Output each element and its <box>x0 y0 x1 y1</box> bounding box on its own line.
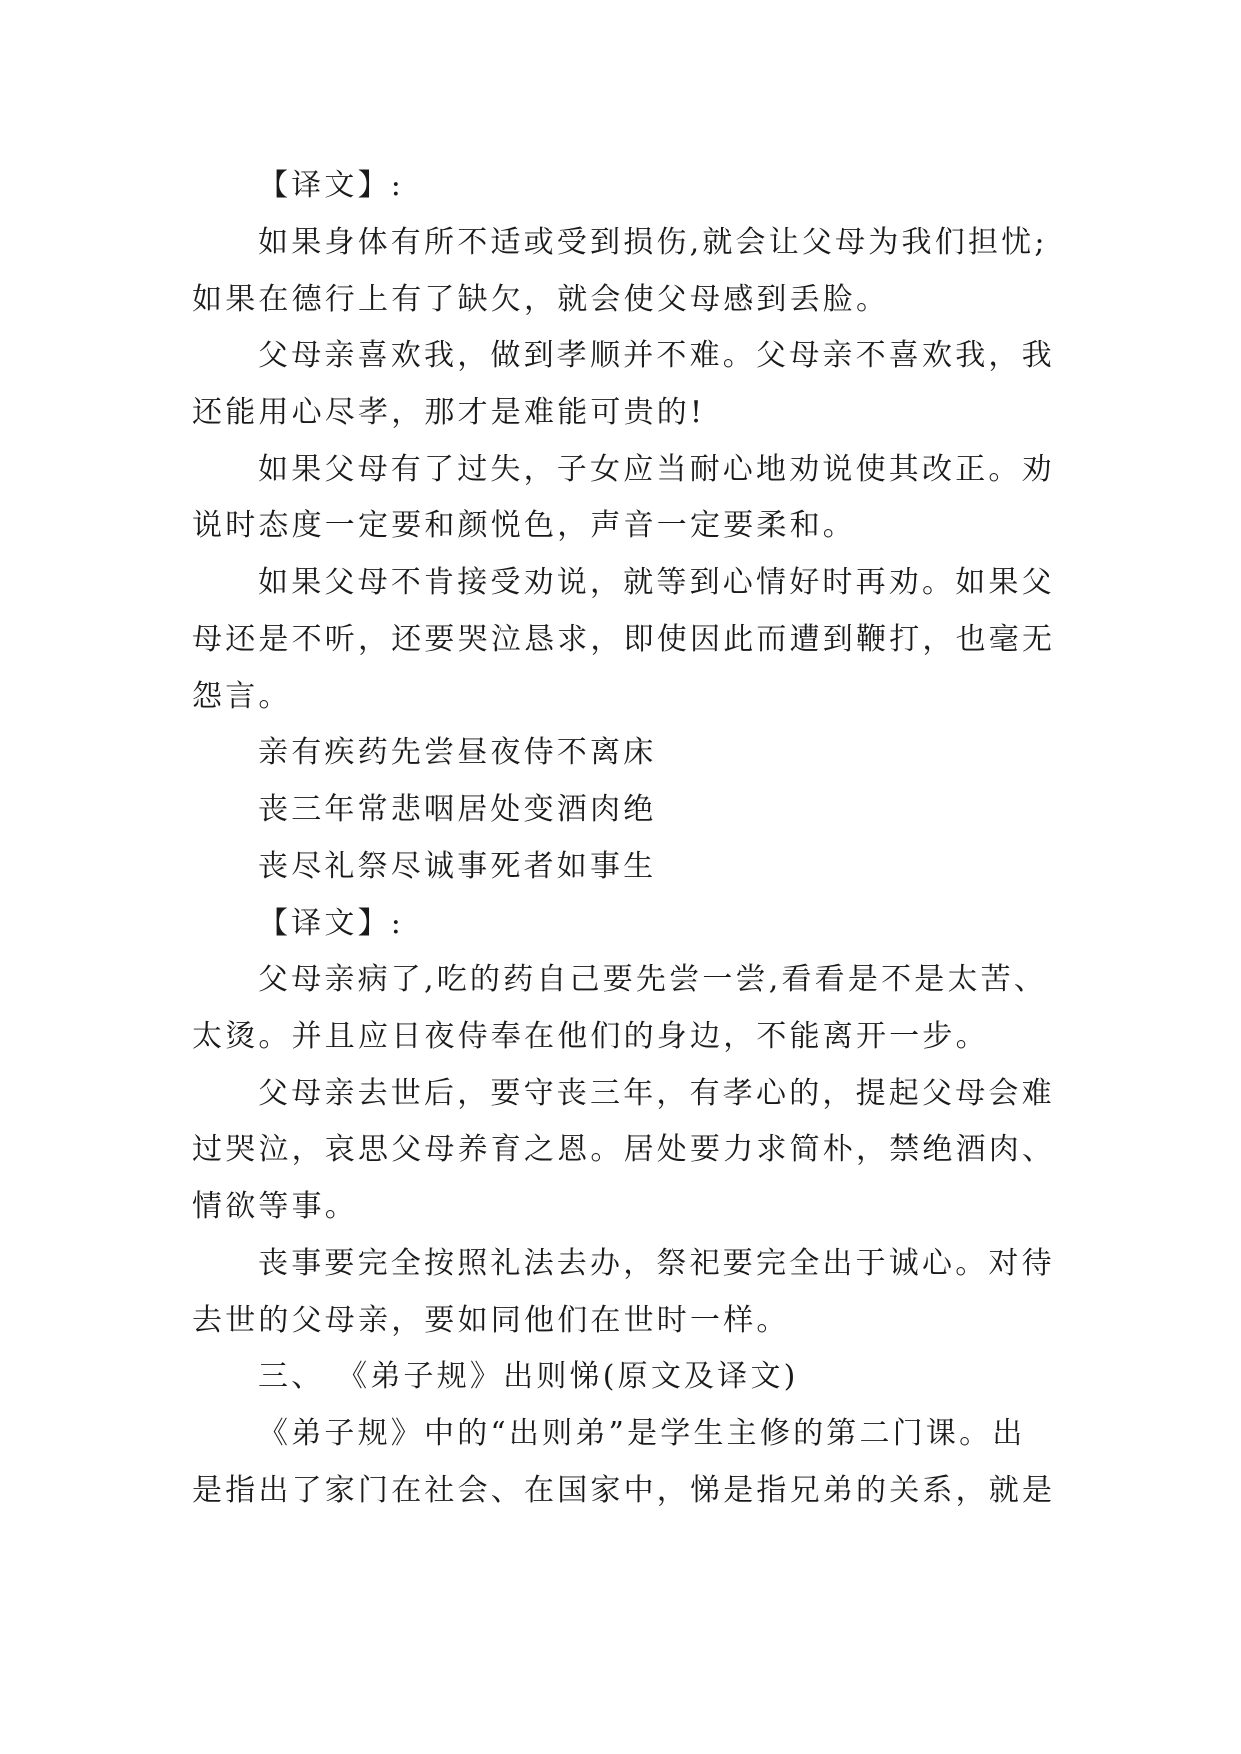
paragraph-line: 太烫。并且应日夜侍奉在他们的身边，不能离开一步。 <box>192 1019 989 1054</box>
translation-heading: 【译文】: <box>258 168 405 203</box>
paragraph-line: 说时态度一定要和颜悦色，声音一定要柔和。 <box>192 508 856 543</box>
translation-heading: 【译文】: <box>258 906 405 941</box>
paragraph-line: 还能用心尽孝，那才是难能可贵的! <box>192 395 706 430</box>
paragraph-line: 父母亲去世后，要守丧三年，有孝心的，提起父母会难 <box>258 1076 1055 1111</box>
verse-line: 亲有疾药先尝昼夜侍不离床 <box>258 735 657 770</box>
paragraph-line: 丧事要完全按照礼法去办，祭祀要完全出于诚心。对待 <box>258 1246 1055 1281</box>
paragraph-line: 去世的父母亲，要如同他们在世时一样。 <box>192 1303 790 1338</box>
paragraph-line: 《弟子规》中的“出则弟”是学生主修的第二门课。出 <box>258 1416 1026 1451</box>
paragraph-line: 如果身体有所不适或受到损伤,就会让父母为我们担忧; <box>258 225 1048 260</box>
paragraph-line: 如果在德行上有了缺欠，就会使父母感到丢脸。 <box>192 282 890 317</box>
paragraph-line: 父母亲病了,吃的药自己要先尝一尝,看看是不是太苦、 <box>258 962 1048 997</box>
paragraph-line: 情欲等事。 <box>192 1189 358 1224</box>
paragraph-line: 如果父母不肯接受劝说，就等到心情好时再劝。如果父 <box>258 565 1055 600</box>
paragraph-line: 是指出了家门在社会、在国家中，悌是指兄弟的关系，就是 <box>192 1473 1056 1508</box>
paragraph-line: 如果父母有了过失，子女应当耐心地劝说使其改正。劝 <box>258 452 1055 487</box>
paragraph-line: 母还是不听，还要哭泣恳求，即使因此而遭到鞭打，也毫无 <box>192 622 1056 657</box>
section-heading: 三、 《弟子规》出则悌(原文及译文) <box>258 1359 799 1394</box>
verse-line: 丧三年常悲咽居处变酒肉绝 <box>258 792 657 827</box>
paragraph-line: 父母亲喜欢我，做到孝顺并不难。父母亲不喜欢我，我 <box>258 338 1055 373</box>
paragraph-line: 怨言。 <box>192 679 292 714</box>
verse-line: 丧尽礼祭尽诚事死者如事生 <box>258 849 657 884</box>
paragraph-line: 过哭泣，哀思父母养育之恩。居处要力求简朴，禁绝酒肉、 <box>192 1132 1056 1167</box>
